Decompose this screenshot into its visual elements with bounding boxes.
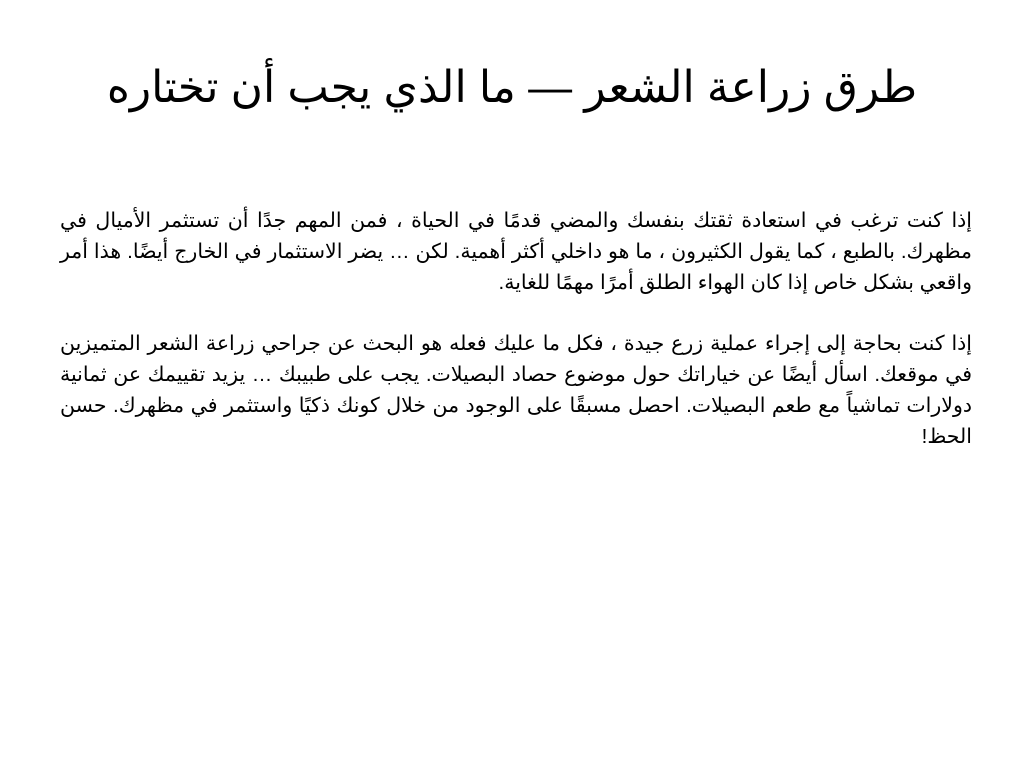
paragraph-2: إذا كنت بحاجة إلى إجراء عملية زرع جيدة ، فكل ما عليك فعله هو البحث عن جراحي زراعة الشعر المتميزين في موقعك. اسأل أيضًا عن خياراتك حول موضوع حصاد البصيلات. يجب على طبيبك … يزيد تقييمك عن ثمانية دولارات تماشياً مع طعم البصيلات. احصل مسبقًا على الوجود من خلال كونك ذكيًا واستثمر في مظهرك. حسن الحظ! xyxy=(60,332,972,448)
slide-body xyxy=(60,205,972,482)
paragraph-1: إذا كنت ترغب في استعادة ثقتك بنفسك والمضي قدمًا في الحياة ، فمن المهم جدًا أن تستثمر الأميال في مظهرك. بالطبع ، كما يقول الكثيرون ، ما هو داخلي أكثر أهمية. لكن … يضر الاستثمار في الخارج أيضًا. هذا أمر واقعي بشكل خاص إذا كان الهواء الطلق أمرًا مهمًا للغاية. xyxy=(60,209,972,294)
slide-title: طرق زراعة الشعر — ما الذي يجب أن تختاره xyxy=(106,63,918,112)
